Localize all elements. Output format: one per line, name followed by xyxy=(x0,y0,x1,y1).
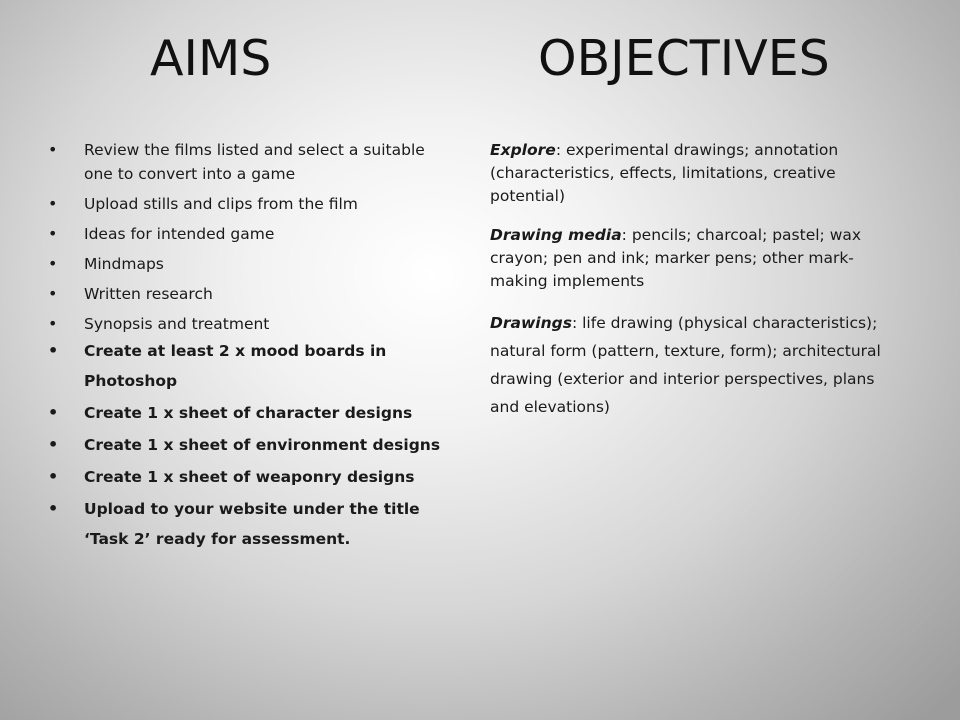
objectives-section xyxy=(490,139,895,437)
aim-item-character-designs: • Create 1 x sheet of character designs xyxy=(48,398,448,428)
objective-drawings-text: : life drawing (physical characteristics); natural form (pattern, texture, form); architectural drawing (exterior and interior perspectives, plans and elevations) xyxy=(490,314,881,416)
objective-explore xyxy=(490,139,895,208)
aim-item-mindmaps: • Mindmaps xyxy=(48,252,448,276)
aim-item-environment-designs: • Create 1 x sheet of environment designs xyxy=(48,430,448,460)
aim-item-mood-boards: • Create at least 2 x mood boards in Photoshop xyxy=(48,336,448,396)
objective-drawing-media-text: : pencils; charcoal; pastel; wax crayon; pen and ink; marker pens; other mark-making implements xyxy=(490,226,862,290)
objectives-heading: OBJECTIVES xyxy=(538,30,830,87)
aim-item-weaponry-designs: • Create 1 x sheet of weaponry designs xyxy=(48,462,448,492)
aim-item-synopsis: • Synopsis and treatment xyxy=(48,312,448,336)
aims-list xyxy=(48,138,448,556)
aim-item-ideas: • Ideas for intended game xyxy=(48,222,448,246)
objective-drawings xyxy=(490,309,895,421)
objective-drawings-label: Drawings xyxy=(490,314,572,332)
objective-drawing-media xyxy=(490,224,895,293)
aim-item-written-research: • Written research xyxy=(48,282,448,306)
aim-item-upload-website: • Upload to your website under the title ‘Task 2’ ready for assessment. xyxy=(48,494,448,554)
aim-item-review-films: • Review the films listed and select a suitable one to convert into a game xyxy=(48,138,448,186)
aims-heading: AIMS xyxy=(150,30,272,87)
aim-item-upload-stills: • Upload stills and clips from the film xyxy=(48,192,448,216)
objective-explore-text: : experimental drawings; annotation (characteristics, effects, limitations, creative potential) xyxy=(490,141,839,205)
objective-drawing-media-label: Drawing media xyxy=(490,226,622,244)
objective-explore-label: Explore xyxy=(490,141,556,159)
